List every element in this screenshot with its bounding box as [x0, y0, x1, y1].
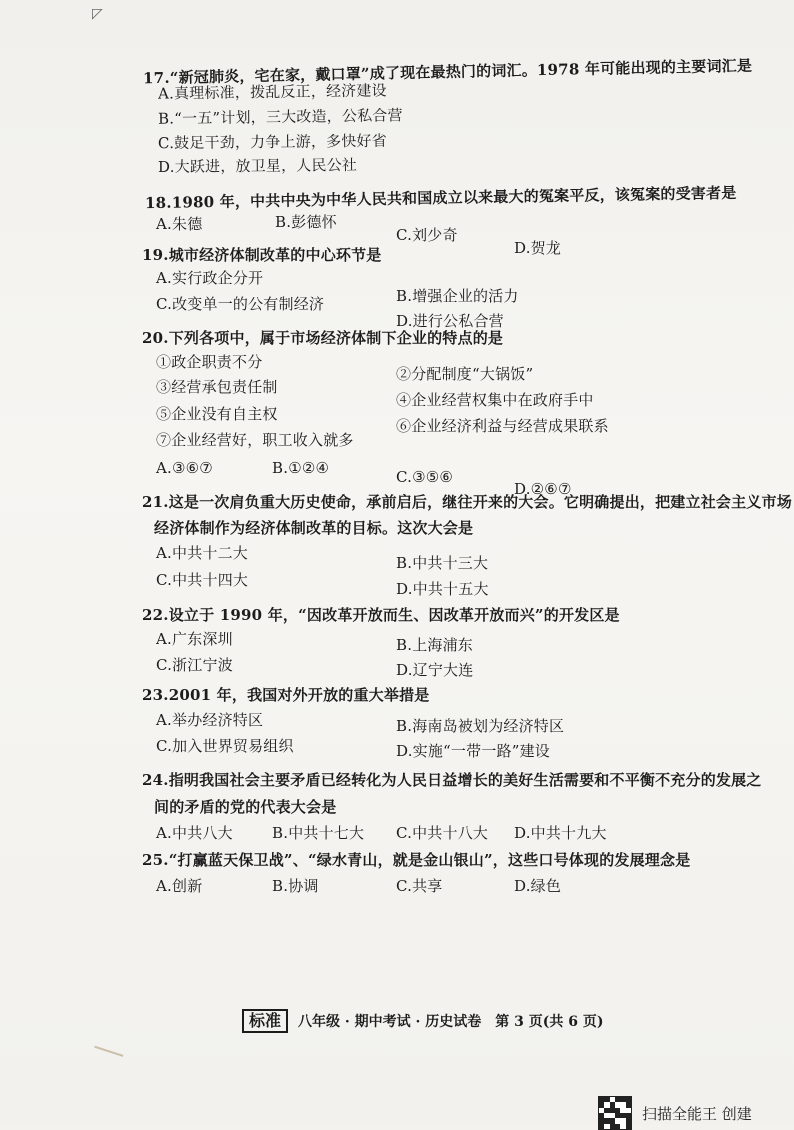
- question-20-item-1: ①政企职责不分: [156, 353, 263, 371]
- page-footer: [242, 1010, 604, 1032]
- question-21-option-b: B.中共十三大: [396, 554, 489, 572]
- question-20-option-a: A.③⑥⑦: [156, 459, 213, 477]
- question-19-option-d: D.进行公私合营: [396, 312, 504, 330]
- question-21-stem-line-2: 经济体制作为经济体制改革的目标。这次大会是: [154, 519, 474, 537]
- question-21-option-d: D.中共十五大: [396, 580, 489, 598]
- question-19-option-a: A.实行政企分开: [156, 269, 264, 287]
- question-19-stem: 19.城市经济体制改革的中心环节是: [142, 246, 382, 264]
- question-20-item-4: ④企业经营权集中在政府手中: [396, 391, 594, 409]
- question-22-stem: 22.设立于 1990 年，“因改革开放而生、因改革开放而兴”的开发区是: [142, 606, 620, 624]
- question-20-option-b: B.①②④: [272, 459, 330, 477]
- question-20-stem: 20.下列各项中，属于市场经济体制下企业的特点的是: [142, 329, 504, 347]
- question-17-option-d: D.大跃进，放卫星，人民公社: [157, 155, 358, 177]
- question-24-option-d: D.中共十九大: [514, 824, 607, 842]
- question-23-stem: 23.2001 年，我国对外开放的重大举措是: [142, 686, 430, 704]
- question-23-option-a: A.举办经济特区: [156, 711, 264, 729]
- question-21-stem-line-1: 21.这是一次肩负重大历史使命，承前启后，继往开来的大会。它明确提出，把建立社会主义市场: [142, 493, 792, 511]
- question-18-stem: 18.1980 年，中共中央为中华人民共和国成立以来最大的冤案平反，该冤案的受害者是: [144, 183, 737, 213]
- question-18-option-b: B.彭德怀: [275, 213, 337, 231]
- question-24-option-a: A.中共八大: [156, 824, 233, 842]
- scan-smudge: [91, 1046, 124, 1069]
- question-24-option-c: C.中共十八大: [396, 824, 489, 842]
- question-18-option-c: C.刘少奇: [396, 226, 458, 244]
- qr-code-icon: [598, 1096, 632, 1130]
- question-20-item-3: ③经营承包责任制: [156, 378, 278, 396]
- question-20-item-5: ⑤企业没有自主权: [156, 405, 278, 423]
- question-19-option-b: B.增强企业的活力: [396, 287, 519, 305]
- question-23-option-b: B.海南岛被划为经济特区: [396, 717, 565, 735]
- footer-page-info: 八年级 · 期中考试 · 历史试卷 第 3 页(共 6 页): [298, 1014, 604, 1030]
- question-22-option-d: D.辽宁大连: [396, 661, 474, 679]
- question-20-option-c: C.③⑤⑥: [396, 468, 454, 486]
- question-24-stem-line-1: 24.指明我国社会主要矛盾已经转化为人民日益增长的美好生活需要和不平衡不充分的发展之: [142, 771, 762, 789]
- scanner-watermark: [598, 1096, 752, 1130]
- question-22-option-a: A.广东深圳: [156, 630, 233, 648]
- edition-badge: 标准: [242, 1009, 288, 1033]
- question-20-item-7: ⑦企业经营好，职工收入就多: [156, 431, 354, 449]
- question-25-option-d: D.绿色: [514, 877, 562, 895]
- question-25-option-b: B.协调: [272, 877, 319, 895]
- question-17-option-c: C.鼓足干劲，力争上游，多快好省: [157, 131, 388, 153]
- question-20-item-2: ②分配制度“大锅饭”: [396, 365, 534, 383]
- scan-corner-mark: ◸: [92, 6, 103, 22]
- question-21-option-c: C.中共十四大: [156, 571, 249, 589]
- question-20-item-6: ⑥企业经济利益与经营成果联系: [396, 417, 609, 435]
- question-23-option-d: D.实施“一带一路”建设: [396, 742, 550, 760]
- question-22-option-b: B.上海浦东: [396, 636, 473, 654]
- question-24-option-b: B.中共十七大: [272, 824, 365, 842]
- question-19-option-c: C.改变单一的公有制经济: [156, 295, 325, 313]
- question-21-option-a: A.中共十二大: [156, 544, 249, 562]
- question-20-option-d: D.②⑥⑦: [514, 480, 572, 498]
- question-24-stem-line-2: 间的矛盾的党的代表大会是: [154, 798, 337, 816]
- question-22-option-c: C.浙江宁波: [156, 656, 233, 674]
- question-25-option-a: A.创新: [156, 877, 203, 895]
- question-25-option-c: C.共享: [396, 877, 443, 895]
- question-25-stem: 25.“打赢蓝天保卫战”、“绿水青山，就是金山银山”，这些口号体现的发展理念是: [142, 851, 691, 869]
- question-17-option-b: B.“一五”计划，三大改造，公私合营: [157, 106, 403, 128]
- question-17-option-a: A.真理标准，拨乱反正，经济建设: [157, 81, 387, 103]
- question-18-option-d: D.贺龙: [514, 239, 562, 257]
- watermark-text: 扫描全能王 创建: [642, 1104, 752, 1123]
- question-17-stem: 17.“新冠肺炎，宅在家，戴口罩”成了现在最热门的词汇。1978 年可能出现的主要词汇是: [142, 56, 753, 88]
- question-23-option-c: C.加入世界贸易组织: [156, 737, 294, 755]
- question-18-option-a: A.朱德: [156, 215, 203, 233]
